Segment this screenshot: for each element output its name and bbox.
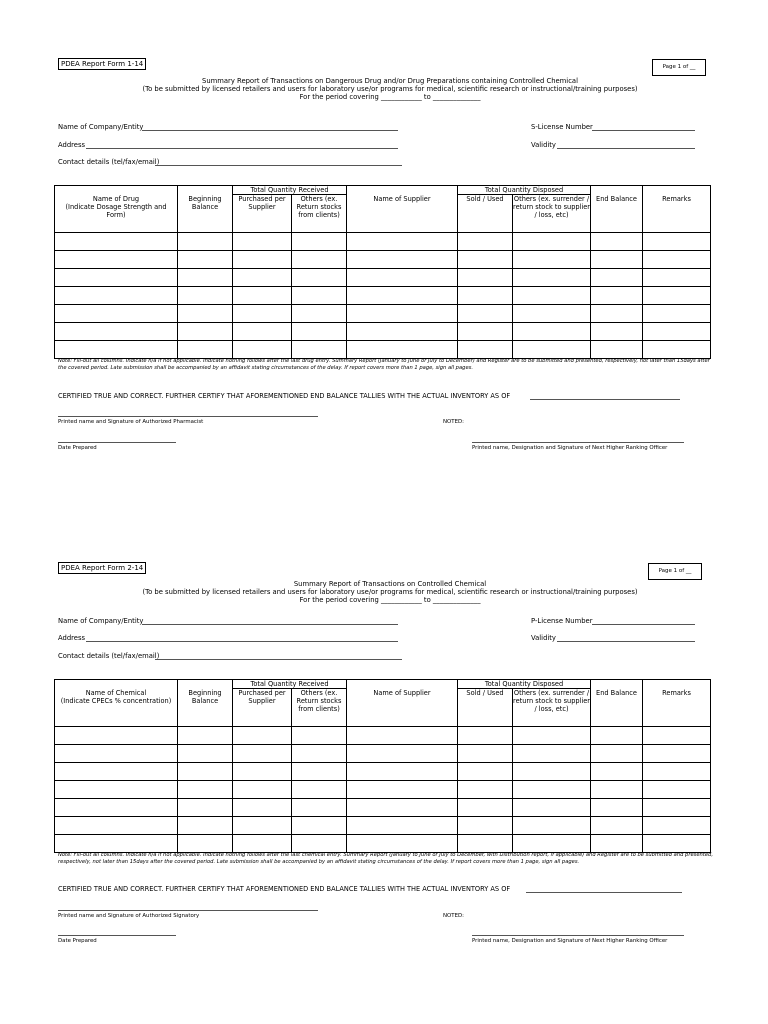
col-name-label: Name of Chemical — [85, 689, 147, 697]
table-cell[interactable] — [55, 269, 178, 287]
table-cell[interactable] — [178, 287, 233, 305]
table-cell[interactable] — [513, 323, 591, 341]
table-cell[interactable] — [55, 727, 178, 745]
table-cell[interactable] — [233, 251, 292, 269]
validity-label: Validity — [531, 634, 556, 642]
table-cell[interactable] — [347, 233, 458, 251]
group-received-header: Total Quantity Received — [233, 186, 347, 195]
license-input[interactable] — [592, 130, 695, 131]
license-input[interactable] — [592, 624, 695, 625]
table-cell[interactable] — [178, 341, 233, 359]
date-prepared-line[interactable] — [58, 442, 176, 443]
noted-label: NOTED: — [443, 913, 464, 919]
table-cell[interactable] — [233, 745, 292, 763]
table-cell[interactable] — [591, 251, 643, 269]
table-cell[interactable] — [55, 251, 178, 269]
table-cell[interactable] — [55, 781, 178, 799]
table-cell[interactable] — [513, 287, 591, 305]
table-cell[interactable] — [591, 287, 643, 305]
col-purchased-header: Purchased per Supplier — [233, 195, 292, 233]
page-number-box: Page 1 of __ — [652, 59, 706, 76]
table-cell[interactable] — [458, 251, 513, 269]
col-remarks-header: Remarks — [643, 186, 711, 233]
title-line-1: Summary Report of Transactions on Controlled Chemical — [293, 580, 487, 588]
group-received-header: Total Quantity Received — [233, 680, 347, 689]
col-beginning-header: Beginning Balance — [178, 186, 233, 233]
col-supplier-header: Name of Supplier — [347, 680, 458, 727]
table-cell[interactable] — [458, 817, 513, 835]
table-cell[interactable] — [591, 323, 643, 341]
table-cell[interactable] — [347, 287, 458, 305]
col-others-disposed-header: Others (ex. surrender / return stock to supplier / loss, etc) — [513, 689, 591, 727]
page-number-box: Page 1 of __ — [648, 563, 702, 580]
table-cell[interactable] — [233, 341, 292, 359]
table-row — [55, 341, 711, 359]
company-input[interactable] — [142, 130, 398, 131]
table-cell[interactable] — [292, 745, 347, 763]
address-input[interactable] — [86, 641, 398, 642]
table-cell[interactable] — [643, 305, 711, 323]
table-cell[interactable] — [591, 233, 643, 251]
table-cell[interactable] — [292, 781, 347, 799]
col-sold-header: Sold / Used — [458, 689, 513, 727]
contact-input[interactable] — [155, 659, 402, 660]
table-cell[interactable] — [458, 835, 513, 853]
table-cell[interactable] — [292, 305, 347, 323]
col-purchased-header: Purchased per Supplier — [233, 689, 292, 727]
title-line-1: Summary Report of Transactions on Dangerous Drug and/or Drug Preparations containing Controlled Chemical — [202, 77, 578, 85]
title-line-3: For the period covering ____________ to ______________ — [299, 93, 481, 102]
table-cell[interactable] — [55, 305, 178, 323]
table-cell[interactable] — [513, 781, 591, 799]
col-name-sublabel: (Indicate Dosage Strength and Form) — [65, 203, 167, 219]
table-cell[interactable] — [643, 745, 711, 763]
table-cell[interactable] — [233, 835, 292, 853]
license-label: S-License Number — [531, 123, 593, 131]
table-cell[interactable] — [347, 251, 458, 269]
table-cell[interactable] — [643, 233, 711, 251]
table-cell[interactable] — [233, 269, 292, 287]
table-cell[interactable] — [458, 799, 513, 817]
table-row — [55, 323, 711, 341]
table-cell[interactable] — [292, 341, 347, 359]
table-cell[interactable] — [347, 727, 458, 745]
form-title — [100, 580, 680, 605]
table-row — [55, 233, 711, 251]
noted-label: NOTED: — [443, 419, 464, 425]
table-cell[interactable] — [513, 835, 591, 853]
table-row — [55, 763, 711, 781]
table-cell[interactable] — [347, 763, 458, 781]
certify-statement: CERTIFIED TRUE AND CORRECT. FURTHER CERTIFY THAT AFOREMENTIONED END BALANCE TALLIES WITH THE ACTUAL INVENTORY AS OF — [58, 392, 511, 400]
table-cell[interactable] — [178, 763, 233, 781]
table-cell[interactable] — [178, 269, 233, 287]
table-cell[interactable] — [347, 323, 458, 341]
table-cell[interactable] — [178, 727, 233, 745]
col-supplier-header: Name of Supplier — [347, 186, 458, 233]
signature-left-label: Printed name and Signature of Authorized Signatory — [58, 913, 200, 919]
table-cell[interactable] — [233, 287, 292, 305]
address-input[interactable] — [86, 148, 398, 149]
contact-label: Contact details (tel/fax/email) — [58, 158, 160, 166]
table-cell[interactable] — [643, 251, 711, 269]
table-cell[interactable] — [513, 269, 591, 287]
col-end-header: End Balance — [591, 680, 643, 727]
table-cell[interactable] — [643, 835, 711, 853]
table-cell[interactable] — [513, 233, 591, 251]
contact-input[interactable] — [155, 165, 402, 166]
table-cell[interactable] — [458, 341, 513, 359]
title-line-2: (To be submitted by licensed retailers and users for laboratory use/or programs for medical, scientific research or instructional/training purposes) — [142, 588, 638, 597]
group-disposed-header: Total Quantity Disposed — [458, 186, 591, 195]
table-cell[interactable] — [178, 799, 233, 817]
table-cell[interactable] — [292, 727, 347, 745]
table-cell[interactable] — [178, 251, 233, 269]
signature-right-label: Printed name, Designation and Signature of Next Higher Ranking Officer — [472, 445, 668, 451]
address-label: Address — [58, 141, 86, 149]
validity-label: Validity — [531, 141, 556, 149]
table-row — [55, 305, 711, 323]
signature-line-right[interactable] — [472, 935, 684, 936]
table-cell[interactable] — [591, 727, 643, 745]
table-cell[interactable] — [292, 251, 347, 269]
table-cell[interactable] — [292, 799, 347, 817]
table-cell[interactable] — [643, 323, 711, 341]
table-cell[interactable] — [513, 727, 591, 745]
table-cell[interactable] — [233, 763, 292, 781]
col-name-header — [55, 680, 178, 727]
table-cell[interactable] — [55, 323, 178, 341]
table-cell[interactable] — [591, 341, 643, 359]
table-cell[interactable] — [591, 835, 643, 853]
table-cell[interactable] — [233, 323, 292, 341]
table-cell[interactable] — [347, 269, 458, 287]
table-cell[interactable] — [513, 799, 591, 817]
table-cell[interactable] — [178, 781, 233, 799]
table-cell[interactable] — [292, 269, 347, 287]
table-cell[interactable] — [178, 233, 233, 251]
table-cell[interactable] — [643, 269, 711, 287]
table-row — [55, 727, 711, 745]
table-cell[interactable] — [513, 341, 591, 359]
form-id-label: PDEA Report Form 1-14 — [58, 58, 146, 70]
col-others-received-header: Others (ex. Return stocks from clients) — [292, 689, 347, 727]
table-cell[interactable] — [292, 323, 347, 341]
table-row — [55, 745, 711, 763]
col-name-label: Name of Drug — [92, 195, 140, 203]
date-prepared-label: Date Prepared — [58, 938, 97, 944]
table-cell[interactable] — [178, 817, 233, 835]
col-name-header — [55, 186, 178, 233]
table-cell[interactable] — [643, 817, 711, 835]
table-cell[interactable] — [347, 745, 458, 763]
table-cell[interactable] — [292, 233, 347, 251]
table-cell[interactable] — [643, 341, 711, 359]
transactions-table — [54, 679, 711, 853]
col-others-received-header: Others (ex. Return stocks from clients) — [292, 195, 347, 233]
table-cell[interactable] — [55, 233, 178, 251]
title-line-2: (To be submitted by licensed retailers and users for laboratory use/or programs for medical, scientific research or instructional/training purposes) — [142, 85, 638, 94]
table-cell[interactable] — [458, 763, 513, 781]
table-cell[interactable] — [347, 781, 458, 799]
table-header-group-row — [55, 680, 711, 689]
address-label: Address — [58, 634, 86, 642]
signature-right-label: Printed name, Designation and Signature of Next Higher Ranking Officer — [472, 938, 668, 944]
col-end-header: End Balance — [591, 186, 643, 233]
table-cell[interactable] — [513, 817, 591, 835]
table-cell[interactable] — [513, 305, 591, 323]
table-cell[interactable] — [233, 727, 292, 745]
table-cell[interactable] — [347, 341, 458, 359]
table-cell[interactable] — [292, 763, 347, 781]
col-others-disposed-header: Others (ex. surrender / return stock to supplier / loss, etc) — [513, 195, 591, 233]
table-cell[interactable] — [643, 763, 711, 781]
transactions-table — [54, 185, 711, 359]
table-cell[interactable] — [347, 835, 458, 853]
table-cell[interactable] — [591, 817, 643, 835]
table-cell[interactable] — [458, 269, 513, 287]
company-label: Name of Company/Entity — [58, 617, 144, 625]
table-cell[interactable] — [591, 781, 643, 799]
table-cell[interactable] — [55, 745, 178, 763]
signature-line-left[interactable] — [58, 416, 318, 417]
table-cell[interactable] — [513, 745, 591, 763]
table-cell[interactable] — [458, 727, 513, 745]
validity-input[interactable] — [557, 641, 695, 642]
table-cell[interactable] — [55, 835, 178, 853]
table-cell[interactable] — [513, 763, 591, 781]
company-label: Name of Company/Entity — [58, 123, 144, 131]
table-cell[interactable] — [178, 323, 233, 341]
table-row — [55, 781, 711, 799]
table-cell[interactable] — [513, 251, 591, 269]
table-cell[interactable] — [591, 799, 643, 817]
table-cell[interactable] — [591, 305, 643, 323]
table-cell[interactable] — [347, 305, 458, 323]
table-cell[interactable] — [55, 287, 178, 305]
form-title — [100, 77, 680, 102]
contact-label: Contact details (tel/fax/email) — [58, 652, 160, 660]
table-cell[interactable] — [458, 745, 513, 763]
title-line-3: For the period covering ____________ to ______________ — [299, 596, 481, 605]
company-input[interactable] — [142, 624, 398, 625]
table-cell[interactable] — [643, 799, 711, 817]
table-row — [55, 269, 711, 287]
form-id-label: PDEA Report Form 2-14 — [58, 562, 146, 574]
signature-line-left[interactable] — [58, 910, 318, 911]
table-cell[interactable] — [178, 305, 233, 323]
validity-input[interactable] — [557, 148, 695, 149]
date-prepared-line[interactable] — [58, 935, 176, 936]
table-cell[interactable] — [55, 817, 178, 835]
table-cell[interactable] — [233, 233, 292, 251]
signature-left-label: Printed name and Signature of Authorized Pharmacist — [58, 419, 204, 425]
table-cell[interactable] — [591, 763, 643, 781]
table-cell[interactable] — [643, 781, 711, 799]
col-name-sublabel: (Indicate CPECs % concentration) — [60, 697, 172, 705]
table-row — [55, 799, 711, 817]
table-row — [55, 251, 711, 269]
table-note: Note: Fill-out all columns. Indicate n/a if not applicable. Indicate nothing follows after the last drug entry. Summary Report (January to June or July to December) and Register are to be submitted and presented, respectively, not later than 15days after the covered period. Late submission shall be accompanied by an affidavit stating circumstances of the delay. If report covers more than 1 page, sign all pages. — [58, 358, 710, 371]
table-cell[interactable] — [292, 835, 347, 853]
group-disposed-header: Total Quantity Disposed — [458, 680, 591, 689]
inventory-date-input[interactable] — [526, 892, 682, 893]
col-sold-header: Sold / Used — [458, 195, 513, 233]
table-cell[interactable] — [292, 287, 347, 305]
table-cell[interactable] — [178, 745, 233, 763]
table-cell[interactable] — [643, 287, 711, 305]
signature-line-right[interactable] — [472, 442, 684, 443]
table-cell[interactable] — [347, 817, 458, 835]
table-cell[interactable] — [643, 727, 711, 745]
table-cell[interactable] — [292, 817, 347, 835]
table-cell[interactable] — [233, 817, 292, 835]
col-remarks-header: Remarks — [643, 680, 711, 727]
table-cell[interactable] — [591, 269, 643, 287]
certify-statement: CERTIFIED TRUE AND CORRECT. FURTHER CERTIFY THAT AFOREMENTIONED END BALANCE TALLIES WITH THE ACTUAL INVENTORY AS OF — [58, 885, 511, 893]
table-cell[interactable] — [458, 233, 513, 251]
table-cell[interactable] — [55, 341, 178, 359]
table-cell[interactable] — [55, 763, 178, 781]
table-cell[interactable] — [458, 323, 513, 341]
table-cell[interactable] — [233, 305, 292, 323]
table-cell[interactable] — [178, 835, 233, 853]
table-cell[interactable] — [347, 799, 458, 817]
col-beginning-header: Beginning Balance — [178, 680, 233, 727]
license-label: P-License Number — [531, 617, 593, 625]
table-cell[interactable] — [458, 781, 513, 799]
table-cell[interactable] — [233, 799, 292, 817]
inventory-date-input[interactable] — [530, 399, 680, 400]
table-header-group-row — [55, 186, 711, 195]
table-note: Note: Fill-out all columns. Indicate n/a if not applicable. Indicate nothing follows after the last chemical entry. Summary Report (January to June or July to December, with Distribution report, if applicable) and Register are to be submitted and presented, respectively, not later than 15days after the covered period. Late submission shall be accompanied by an affidavit stating circumstances of the delay. If report covers more than 1 page, sign all pages. — [58, 852, 713, 865]
table-cell[interactable] — [55, 799, 178, 817]
date-prepared-label: Date Prepared — [58, 445, 97, 451]
table-row — [55, 835, 711, 853]
table-row — [55, 817, 711, 835]
table-row — [55, 287, 711, 305]
table-cell[interactable] — [233, 781, 292, 799]
table-cell[interactable] — [458, 287, 513, 305]
table-cell[interactable] — [458, 305, 513, 323]
table-cell[interactable] — [591, 745, 643, 763]
